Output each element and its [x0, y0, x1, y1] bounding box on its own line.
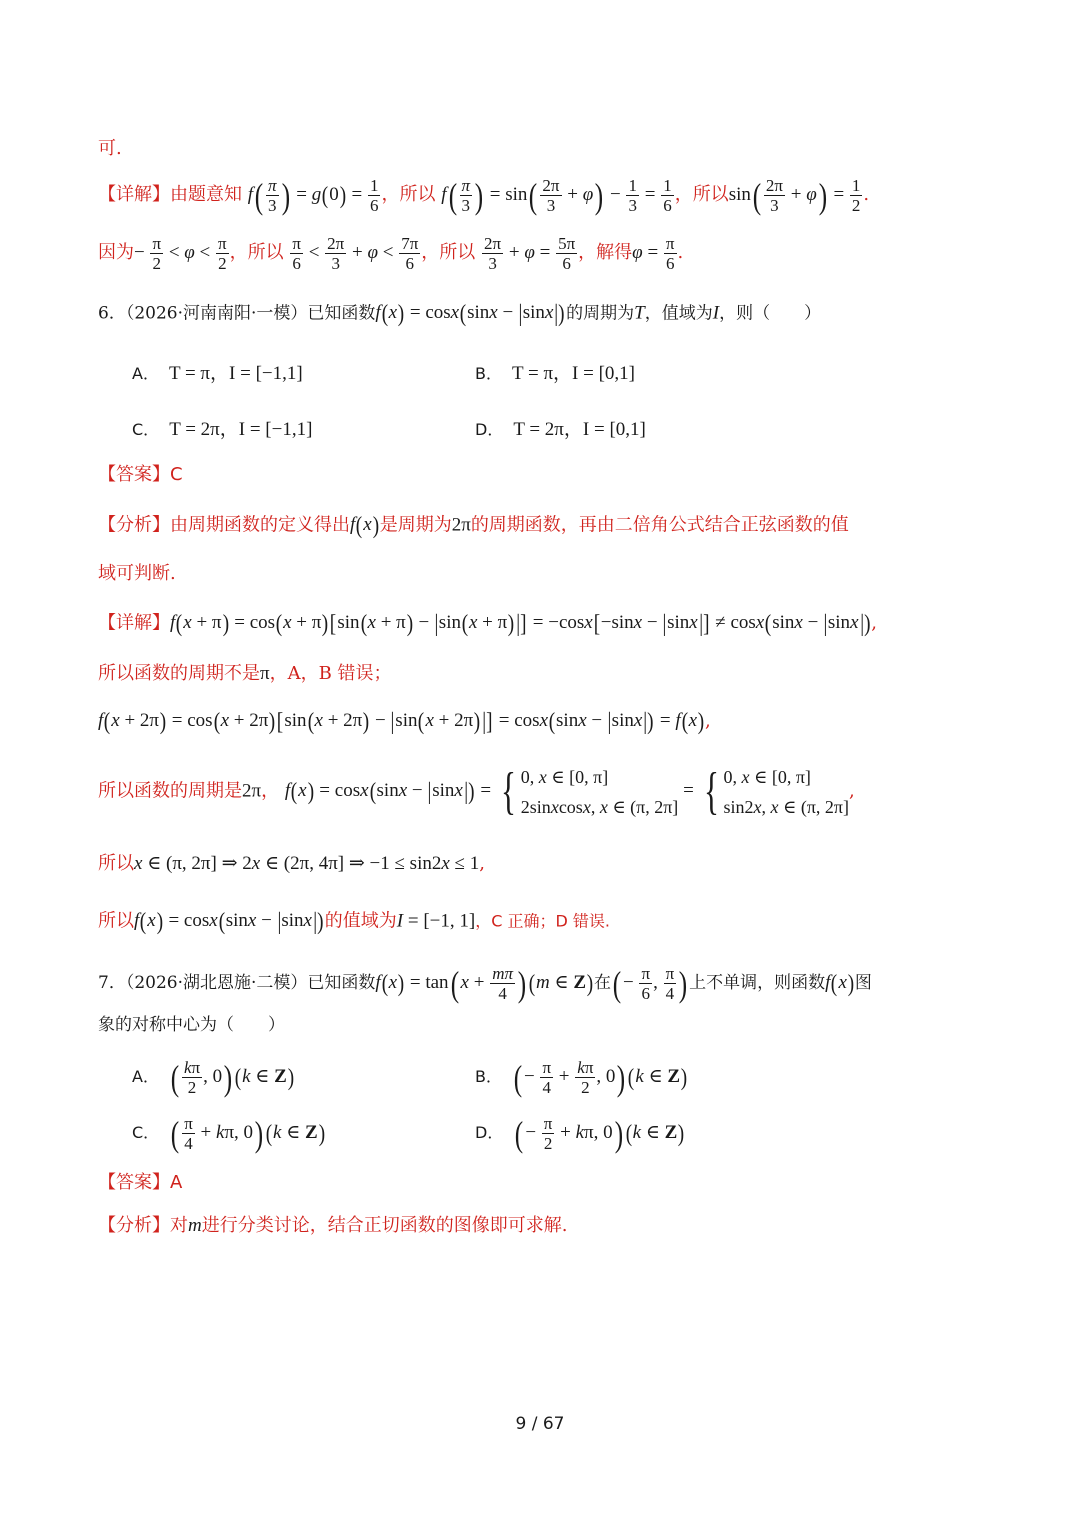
q6-detail-line-5: 所以x ∈ (π, 2π] ⇒ 2x ∈ (2π, 4π] ⇒ −1 ≤ sin2x ≤ 1, — [98, 853, 485, 874]
q6-analysis-line-1: 【分析】由周期函数的定义得出f(x)是周期为2π的周期函数，再由二倍角公式结合正弦函数的值 — [98, 513, 849, 539]
q7-stem-line-2: 象的对称中心为（ ） — [98, 1015, 285, 1035]
q6-detail-line-1: 【详解】f(x + π) = cos(x + π)[sin(x + π) − |sin(x + π)|] = −cosx[−sinx − |sinx|] ≠ cosx(sinx − |sinx|), — [98, 611, 878, 637]
prev-detail-line-2: 因为− $\frac{\pi}{2}$ < φ < $\frac{\pi}{2}$ ，所以 $\frac{\pi}{6}$ < $\frac{2\pi}{3}$ + φ < $\frac{7\pi}{6}$ ，所以 $\frac{2\pi}{3}$ + φ = $\frac{5\pi}{6}$ ，解得φ = $\frac{\pi}{6}$ . — [98, 234, 684, 273]
q6-option-b[interactable]: B． T = π，I = [0,1] — [475, 363, 636, 384]
q6-analysis-line-2: 域可判断. — [98, 563, 176, 584]
q7-option-c[interactable]: C． ( $\frac{\pi}{4}$ + kπ, 0) (k ∈ Z) — [132, 1113, 325, 1154]
detail-tag: 【详解】 — [98, 183, 170, 205]
q6-option-a[interactable]: A． T = π，I = [−1,1] — [132, 363, 303, 384]
q6-stem: 6．（2026·河南南阳·一模）已知函数f(x) = cosx(sinx − |sinx|)的周期为T，值域为I，则（ ） — [98, 301, 822, 327]
math-expression: f( $\frac{\pi}{3}$ ) = g(0) = $\frac{1}{6}$ — [247, 175, 379, 216]
q7-answer: 【答案】A — [98, 1172, 183, 1193]
q6-detail-line-3: f(x + 2π) = cos(x + 2π)[sin(x + 2π) − |sin(x + 2π)|] = cosx(sinx − |sinx|) = f(x), — [98, 709, 711, 735]
q7-option-d[interactable]: D． (− $\frac{\pi}{2}$ + kπ, 0) (k ∈ Z) — [475, 1113, 685, 1154]
q6-detail-line-4: 所以函数的周期是2π， f(x) = cosx(sinx − |sinx|) = { 0, x ∈ [0, π] 2sinxcosx, x ∈ (π, 2π] = { 0, x ∈ [0, π] sin2x, x ∈ (π, 2π] , — [98, 763, 855, 820]
q7-option-b[interactable]: B． (− $\frac{\pi}{4}$ + $\frac{k\pi}{2}$ , 0) (k ∈ Z) — [475, 1057, 688, 1098]
q7-analysis: 【分析】对m进行分类讨论，结合正切函数的图像即可求解. — [98, 1215, 568, 1236]
prev-detail-line-1: 【详解】由题意知 f( $\frac{\pi}{3}$ ) = g(0) = $\frac{1}{6}$ ，所以 f( $\frac{\pi}{3}$ ) = sin( $\frac{2\pi}{3}$ + φ) − $\frac{1}{3}$ = $\frac{1}{6}$ ，所以sin( $\frac{2\pi}{3}$ + φ) = $\frac{1}{2}$ . — [98, 175, 870, 216]
q7-option-a[interactable]: A． ( $\frac{k\pi}{2}$ , 0) (k ∈ Z) — [132, 1057, 294, 1098]
prev-tail: 可. — [98, 138, 122, 159]
q6-detail-line-6: 所以f(x) = cosx(sinx − |sinx|)的值域为I = [−1, 1]，C 正确；D 错误. — [98, 909, 610, 935]
q6-option-c[interactable]: C． T = 2π，I = [−1,1] — [132, 419, 313, 440]
q6-answer: 【答案】C — [98, 464, 183, 485]
page-number: 9 / 67 — [515, 1414, 565, 1434]
q6-detail-line-2: 所以函数的周期不是π，A，B 错误； — [98, 663, 392, 684]
q6-option-d[interactable]: D． T = 2π，I = [0,1] — [475, 419, 646, 440]
q7-stem-line-1: 7．（2026·湖北恩施·二模）已知函数f(x) = tan(x + $\frac{m\pi}{4}$ ) (m ∈ Z)在(− $\frac{\pi}{6}$ , $\frac{\pi}{4}$ ) 上不单调，则函数f(x)图 — [98, 963, 872, 1004]
